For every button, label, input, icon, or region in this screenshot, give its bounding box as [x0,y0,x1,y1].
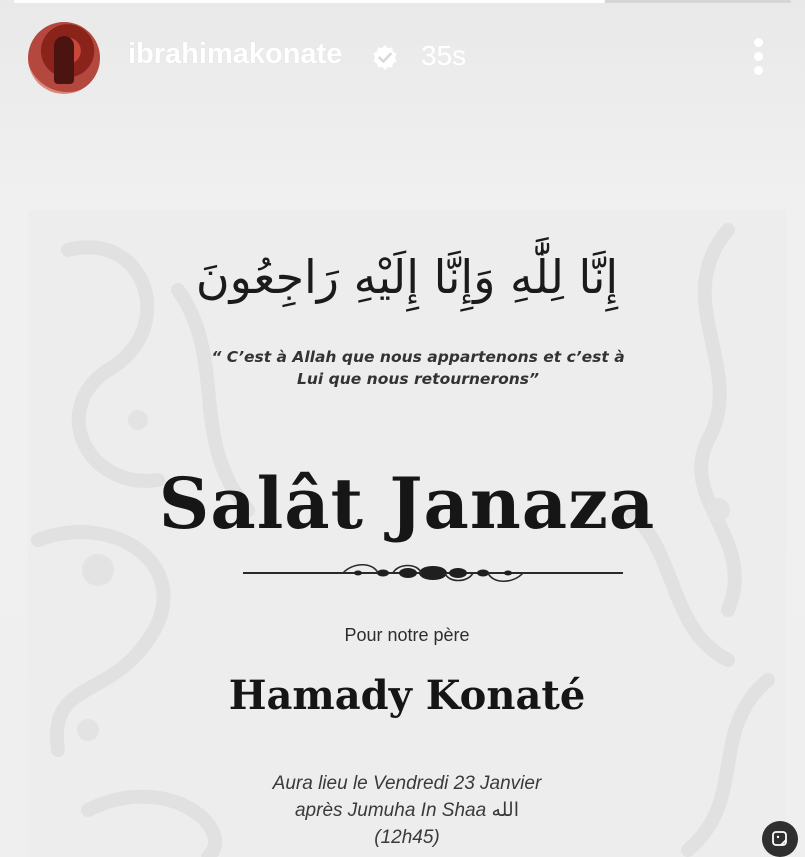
username[interactable]: ibrahimakonate [128,38,343,70]
announcement-title: Salât Janaza [158,462,656,545]
event-date: Aura lieu le Vendredi 23 Janvier [272,773,542,794]
dedication-line: Pour notre père [344,625,470,645]
event-timing-line [28,797,786,824]
arabic-verse: إِنَّا لِلَّٰهِ وَإِنَّا إِلَيْهِ رَاجِعُونَ [195,250,619,304]
quote-line-1: “ C’est à Allah que nous appartenons et c’est à [211,348,625,366]
verse-translation [188,346,648,390]
sticker-icon [771,830,789,848]
avatar[interactable] [28,22,100,94]
story-header [0,0,805,120]
ornamental-divider [243,560,623,586]
avatar-figure [54,36,74,84]
funeral-announcement-card [28,210,786,857]
story-timestamp: 35s [421,40,467,71]
allah-word: الله [491,799,519,821]
sticker-button[interactable] [762,821,798,857]
event-details [28,770,786,851]
deceased-name: Hamady Konaté [228,672,586,719]
more-vertical-icon[interactable] [746,36,772,78]
event-timing-text: après Jumuha In Shaa [294,800,492,821]
verified-badge-icon [371,44,399,72]
event-time: (12h45) [374,827,440,848]
quote-line-2: Lui que nous retournerons” [297,370,539,388]
